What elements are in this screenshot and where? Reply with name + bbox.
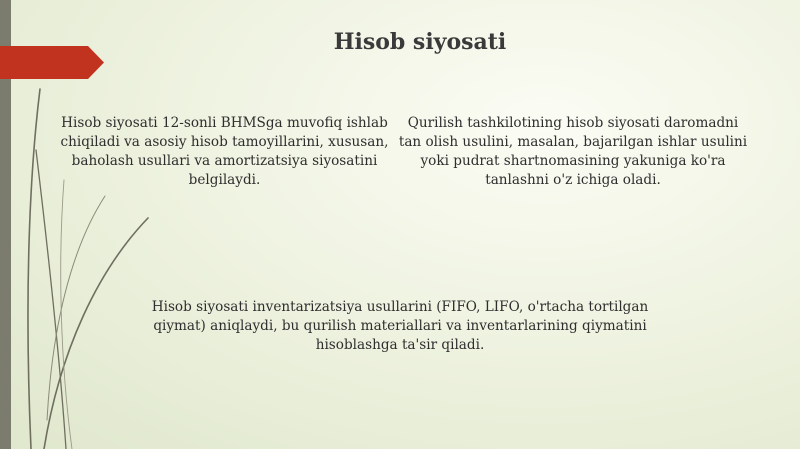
paragraph-inventory-methods: Hisob siyosati inventarizatsiya usullarini (FIFO, LIFO, o'rtacha tortilgan qiymat) aniqlaydi, bu qurilish materiallari va inventarlarining qiymatini hisoblashga ta'sir qiladi. <box>151 299 649 353</box>
paragraph-revenue-recognition: Qurilish tashkilotining hisob siyosati daromadni tan olish usulini, masalan, bajarilgan ishlar usulini yoki pudrat shartnomasining yakuniga ko'ra tanlashni o'z ichiga oladi. <box>398 115 748 188</box>
slide-title: Hisob siyosati <box>333 29 507 55</box>
paragraph-accounting-standard: Hisob siyosati 12-sonli BHMSga muvofiq ishlab chiqiladi va asosiy hisob tamoyillarini, xususan, baholash usullari va amortizatsiya siyosatini belgilaydi. <box>60 115 389 188</box>
